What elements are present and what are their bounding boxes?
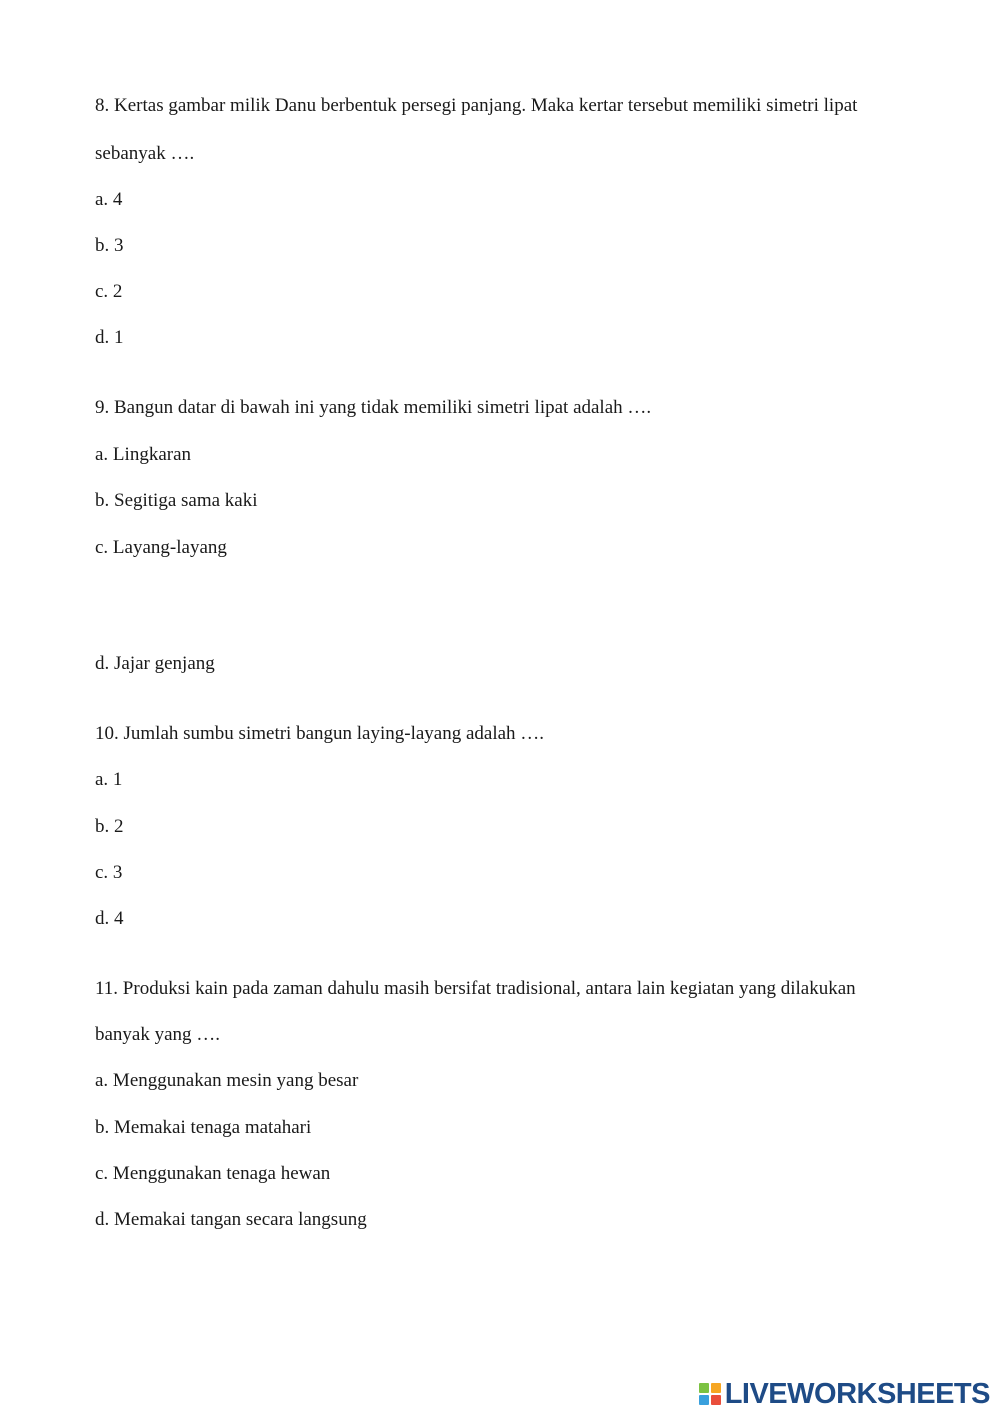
q9-option-b: b. Segitiga sama kaki: [95, 490, 258, 511]
q8-option-a: a. 4: [95, 189, 123, 210]
q8-option-c: c. 2: [95, 281, 123, 302]
q8-option-d: d. 1: [95, 327, 124, 348]
q9-option-a: a. Lingkaran: [95, 444, 192, 465]
liveworksheets-logo-icon: [699, 1383, 721, 1405]
logo-tile-4: [711, 1395, 721, 1405]
q11-option-d: d. Memakai tangan secara langsung: [95, 1209, 367, 1230]
liveworksheets-logo: [699, 1378, 990, 1410]
q11-stem-line1: 11. Produksi kain pada zaman dahulu masih bersifat tradisional, antara lain kegiatan yang dilakukan: [95, 978, 856, 999]
q8-stem-line2: sebanyak ….: [95, 143, 195, 164]
q11-option-b: b. Memakai tenaga matahari: [95, 1117, 312, 1138]
q10-option-b: b. 2: [95, 816, 124, 837]
q8-option-b: b. 3: [95, 235, 124, 256]
logo-tile-1: [699, 1383, 709, 1393]
q8-stem-line1: 8. Kertas gambar milik Danu berbentuk persegi panjang. Maka kertar tersebut memiliki simetri lipat: [95, 95, 858, 116]
logo-tile-2: [711, 1383, 721, 1393]
q10-option-d: d. 4: [95, 908, 124, 929]
q9-stem: 9. Bangun datar di bawah ini yang tidak memiliki simetri lipat adalah ….: [95, 397, 652, 418]
q10-option-c: c. 3: [95, 862, 123, 883]
q10-option-a: a. 1: [95, 769, 123, 790]
q11-option-a: a. Menggunakan mesin yang besar: [95, 1070, 359, 1091]
q11-option-c: c. Menggunakan tenaga hewan: [95, 1163, 331, 1184]
q9-option-c: c. Layang-layang: [95, 537, 227, 558]
q9-option-d: d. Jajar genjang: [95, 653, 215, 674]
logo-tile-3: [699, 1395, 709, 1405]
q10-stem: 10. Jumlah sumbu simetri bangun laying-layang adalah ….: [95, 723, 545, 744]
q11-stem-line2: banyak yang ….: [95, 1024, 221, 1045]
logo-text: LIVEWORKSHEETS: [724, 1377, 990, 1410]
